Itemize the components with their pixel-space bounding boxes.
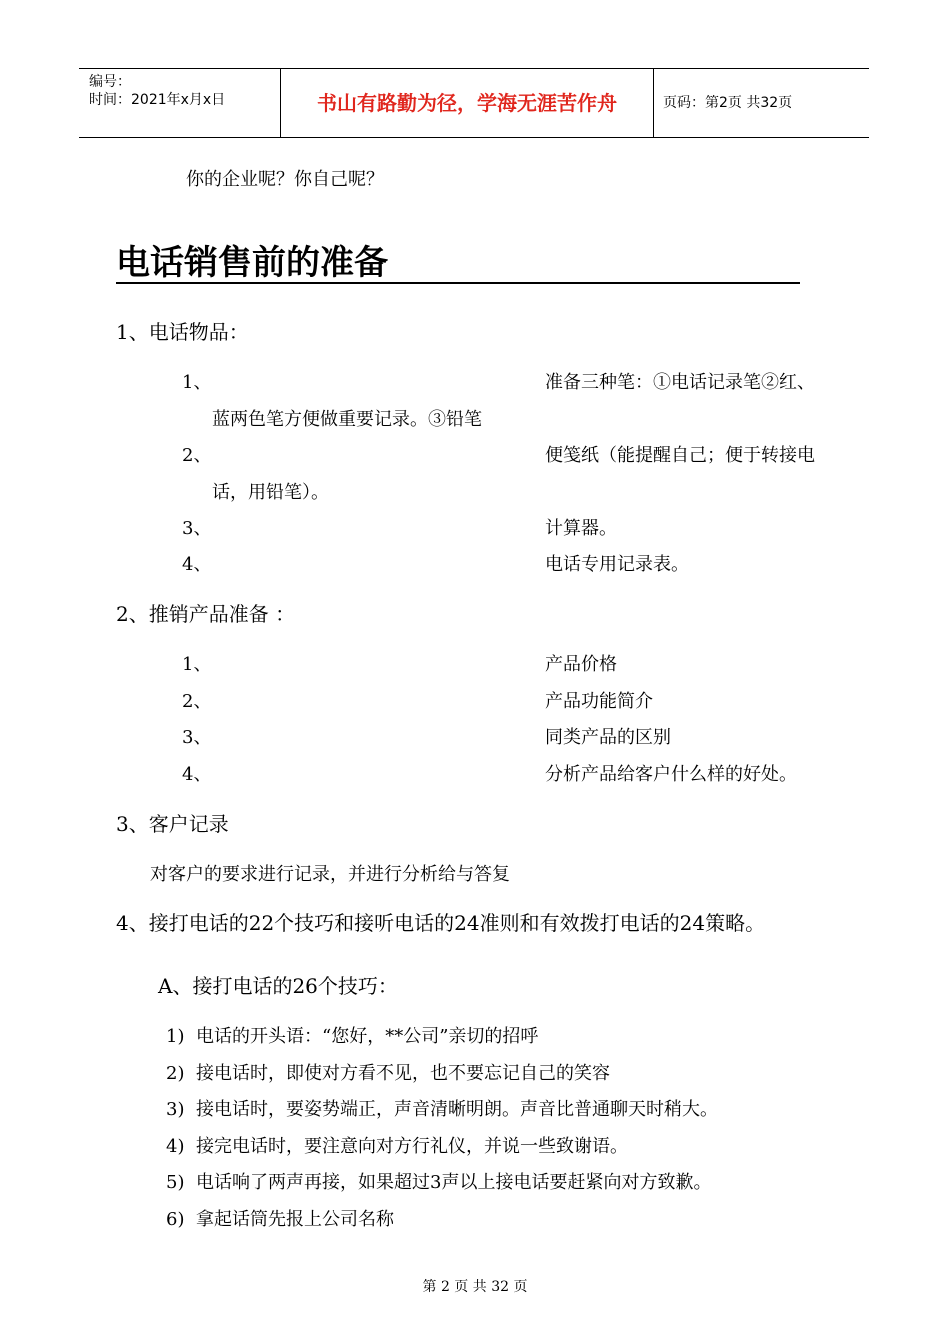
- list-item-num: 4、: [182, 764, 212, 785]
- list-item-num: 1、: [182, 654, 212, 675]
- intro-line: 你的企业呢？你自己呢？: [186, 169, 384, 190]
- tip-text: 电话的开头语：“您好，**公司”亲切的招呼: [196, 1026, 539, 1047]
- list-item-num: 3、: [182, 727, 212, 748]
- list-item-num: 2、: [182, 691, 212, 712]
- header-time: 时间：2021年x月x日: [89, 92, 226, 108]
- list-item-text: 便笺纸（能提醒自己；便于转接电: [545, 445, 815, 466]
- tip-text: 电话响了两声再接，如果超过3声以上接电话要赶紧向对方致歉。: [196, 1172, 712, 1193]
- list-item-text: 计算器。: [545, 518, 617, 539]
- tip-text: 接完电话时，要注意向对方行礼仪，并说一些致谢语。: [196, 1136, 628, 1157]
- section-body: 对客户的要求进行记录，并进行分析给与答复: [150, 864, 510, 885]
- header-page-info: 页码：第2页 共32页: [663, 95, 793, 111]
- section-heading: 2、推销产品准备 ：: [116, 602, 296, 626]
- tip-text: 接电话时，要姿势端正，声音清晰明朗。声音比普通聊天时稍大。: [196, 1099, 718, 1120]
- list-item-text: 产品功能简介: [545, 691, 653, 712]
- page-header: [79, 68, 869, 138]
- tip-num: 2): [166, 1063, 185, 1084]
- section-heading: 4、接打电话的22个技巧和接听电话的24准则和有效拨打电话的24策略。: [116, 911, 766, 935]
- list-item-num: 4、: [182, 554, 212, 575]
- list-item-text: 准备三种笔：①电话记录笔②红、: [545, 372, 815, 393]
- page-title: 电话销售前的准备: [116, 244, 800, 284]
- list-item-text: 同类产品的区别: [545, 727, 671, 748]
- section-heading: 1、电话物品：: [116, 320, 249, 344]
- header-meta: [79, 69, 279, 137]
- list-item-continuation: 话，用铅笔）。: [212, 482, 329, 503]
- page-footer: 第 2 页 共 32 页: [422, 1279, 528, 1295]
- list-item-num: 3、: [182, 518, 212, 539]
- list-item-num: 2、: [182, 445, 212, 466]
- tip-num: 6): [166, 1209, 185, 1230]
- list-item-text: 电话专用记录表。: [545, 554, 689, 575]
- list-item-num: 1、: [182, 372, 212, 393]
- list-item-text: 分析产品给客户什么样的好处。: [545, 764, 797, 785]
- tip-num: 5): [166, 1172, 185, 1193]
- list-item-continuation: 蓝两色笔方便做重要记录。③铅笔: [212, 409, 482, 430]
- section-heading: 3、客户记录: [116, 812, 229, 836]
- tip-text: 拿起话筒先报上公司名称: [196, 1209, 394, 1230]
- tip-num: 3): [166, 1099, 185, 1120]
- tip-text: 接电话时，即使对方看不见，也不要忘记自己的笑容: [196, 1063, 610, 1084]
- tip-num: 4): [166, 1136, 185, 1157]
- list-item-text: 产品价格: [545, 654, 617, 675]
- tip-num: 1): [166, 1026, 185, 1047]
- header-motto: 书山有路勤为径，学海无涯苦作舟: [280, 69, 654, 137]
- header-number: 编号：: [89, 74, 131, 90]
- subsection-heading: A、接打电话的26个技巧：: [158, 974, 398, 998]
